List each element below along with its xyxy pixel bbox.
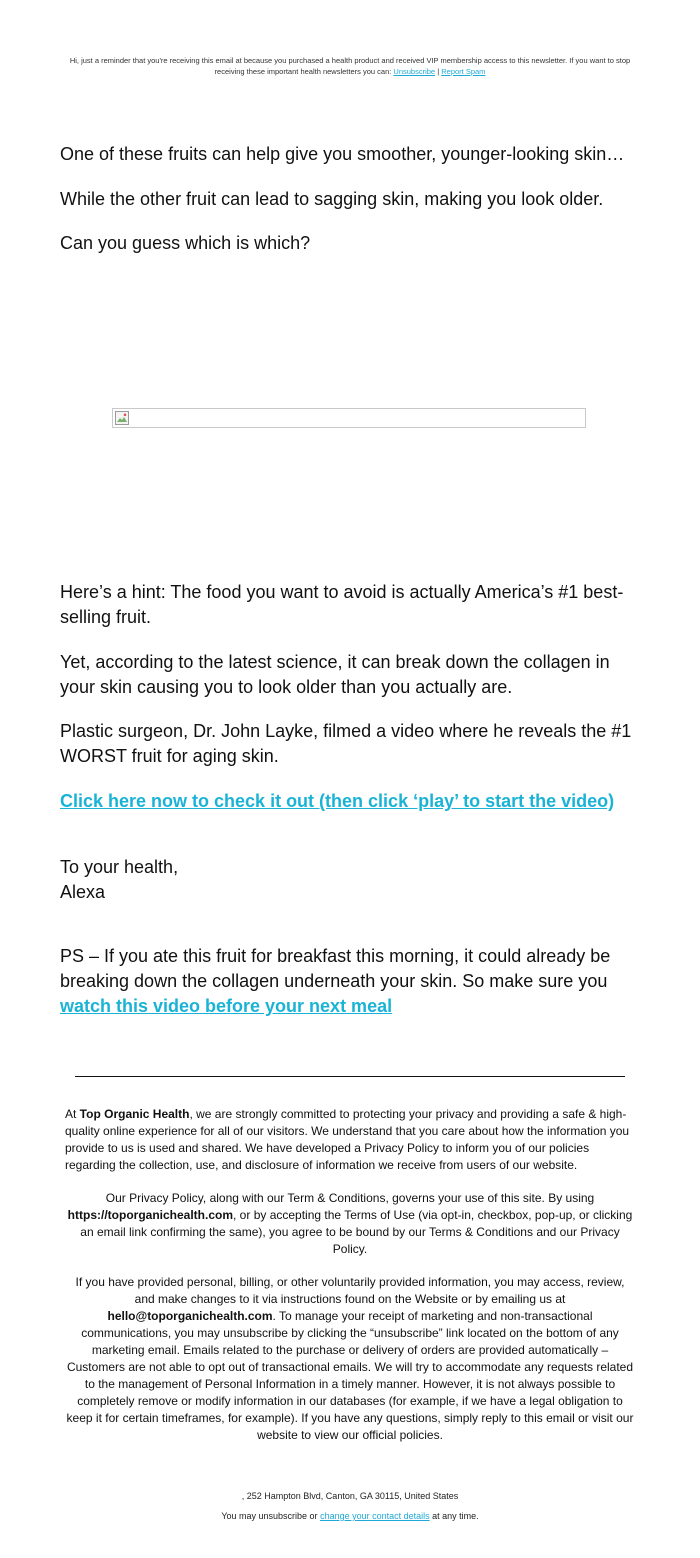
legal-1-prefix: At <box>65 1107 80 1121</box>
ps-paragraph <box>60 944 645 1019</box>
science-paragraph: Yet, according to the latest science, it can break down the collagen in your skin causing you to look older than you actually are. <box>60 652 610 697</box>
intro-paragraph-1: One of these fruits can help give you smoother, younger-looking skin… <box>60 144 625 164</box>
unsub-prefix: You may unsubscribe or <box>221 1511 321 1521</box>
signoff: To your health, <box>60 857 179 877</box>
surgeon-paragraph: Plastic surgeon, Dr. John Layke, filmed a video where he reveals the #1 WORST fruit for aging skin. <box>60 721 632 766</box>
personal-info-paragraph <box>65 1274 635 1444</box>
report-spam-link[interactable]: Report Spam <box>441 67 486 76</box>
legal-3-prefix: If you have provided personal, billing, or other voluntarily provided information, you may access, review, and make changes to it via instructions found on the Website or by emailing us at <box>75 1275 625 1306</box>
website-url: https://toporganichealth.com <box>67 1208 234 1222</box>
intro-paragraph-3: Can you guess which is which? <box>60 233 311 253</box>
legal-1-text: , we are strongly committed to protecting your privacy and providing a safe & high-quality online experience for all of our visitors. We understand that you care about how the information you provide to us is used and shared. We have developed a Privacy Policy to inform you of our policies regarding the collection, use, and disclosure of information we receive from users of our website. <box>65 1107 630 1172</box>
preheader-separator: | <box>435 67 442 76</box>
watch-video-link[interactable]: watch this video before your next meal <box>60 996 393 1016</box>
privacy-policy-paragraph <box>65 1190 635 1258</box>
signature: Alexa <box>60 882 106 902</box>
change-contact-details-link[interactable]: change your contact details <box>320 1511 430 1521</box>
legal-2-prefix: Our Privacy Policy, along with our Term & Conditions, governs your use of this site. By using <box>105 1191 595 1205</box>
hint-paragraph: Here’s a hint: The food you want to avoid is actually America’s #1 best-selling fruit. <box>60 582 624 627</box>
unsubscribe-link[interactable]: Unsubscribe <box>393 67 436 76</box>
unsub-suffix: at any time. <box>429 1511 479 1521</box>
preheader <box>60 55 640 77</box>
postal-address: , 252 Hampton Blvd, Canton, GA 30115, United States <box>241 1491 459 1501</box>
broken-image-icon <box>115 411 129 425</box>
intro-paragraph-2: While the other fruit can lead to sagging skin, making you look older. <box>60 189 604 209</box>
fruit-image-placeholder[interactable] <box>112 408 586 428</box>
legal-3-text: . To manage your receipt of marketing and non-transactional communications, you may unsubscribe by clicking the “unsubscribe” link located on the bottom of any marketing email. Emails related to the purchase or delivery of orders are provided automatically – Customers are not able to opt out of transactional emails. We will try to accommodate any requests related to the management of Personal Information in a timely manner. However, it is not always possible to completely remove or modify information in our databases (for example, if we have a legal obligation to keep it for certain timeframes, for example). If you have any questions, simply reply to this email or visit our website to view our official policies. <box>66 1309 634 1442</box>
legal-2-text: , or by accepting the Terms of Use (via opt-in, checkbox, pop-up, or clicking an email link confirming the same), you agree to be bound by our Terms & Conditions and our Privacy Policy. <box>80 1208 633 1256</box>
preheader-text: Hi, just a reminder that you're receiving this email at because you purchased a health product and received VIP membership access to this newsletter. If you want to stop receiving these important health newsletters you can: <box>69 56 631 76</box>
footer-divider <box>75 1076 625 1077</box>
video-cta-link[interactable]: Click here now to check it out (then click ‘play’ to start the video) <box>60 791 615 811</box>
privacy-commitment-paragraph <box>65 1106 635 1174</box>
contact-email: hello@toporganichealth.com <box>107 1309 273 1323</box>
unsubscribe-notice <box>0 1510 700 1523</box>
ps-text: PS – If you ate this fruit for breakfast this morning, it could already be breaking down the collagen underneath your skin. So make sure you <box>60 946 611 991</box>
brand-name: Top Organic Health <box>79 1107 190 1121</box>
